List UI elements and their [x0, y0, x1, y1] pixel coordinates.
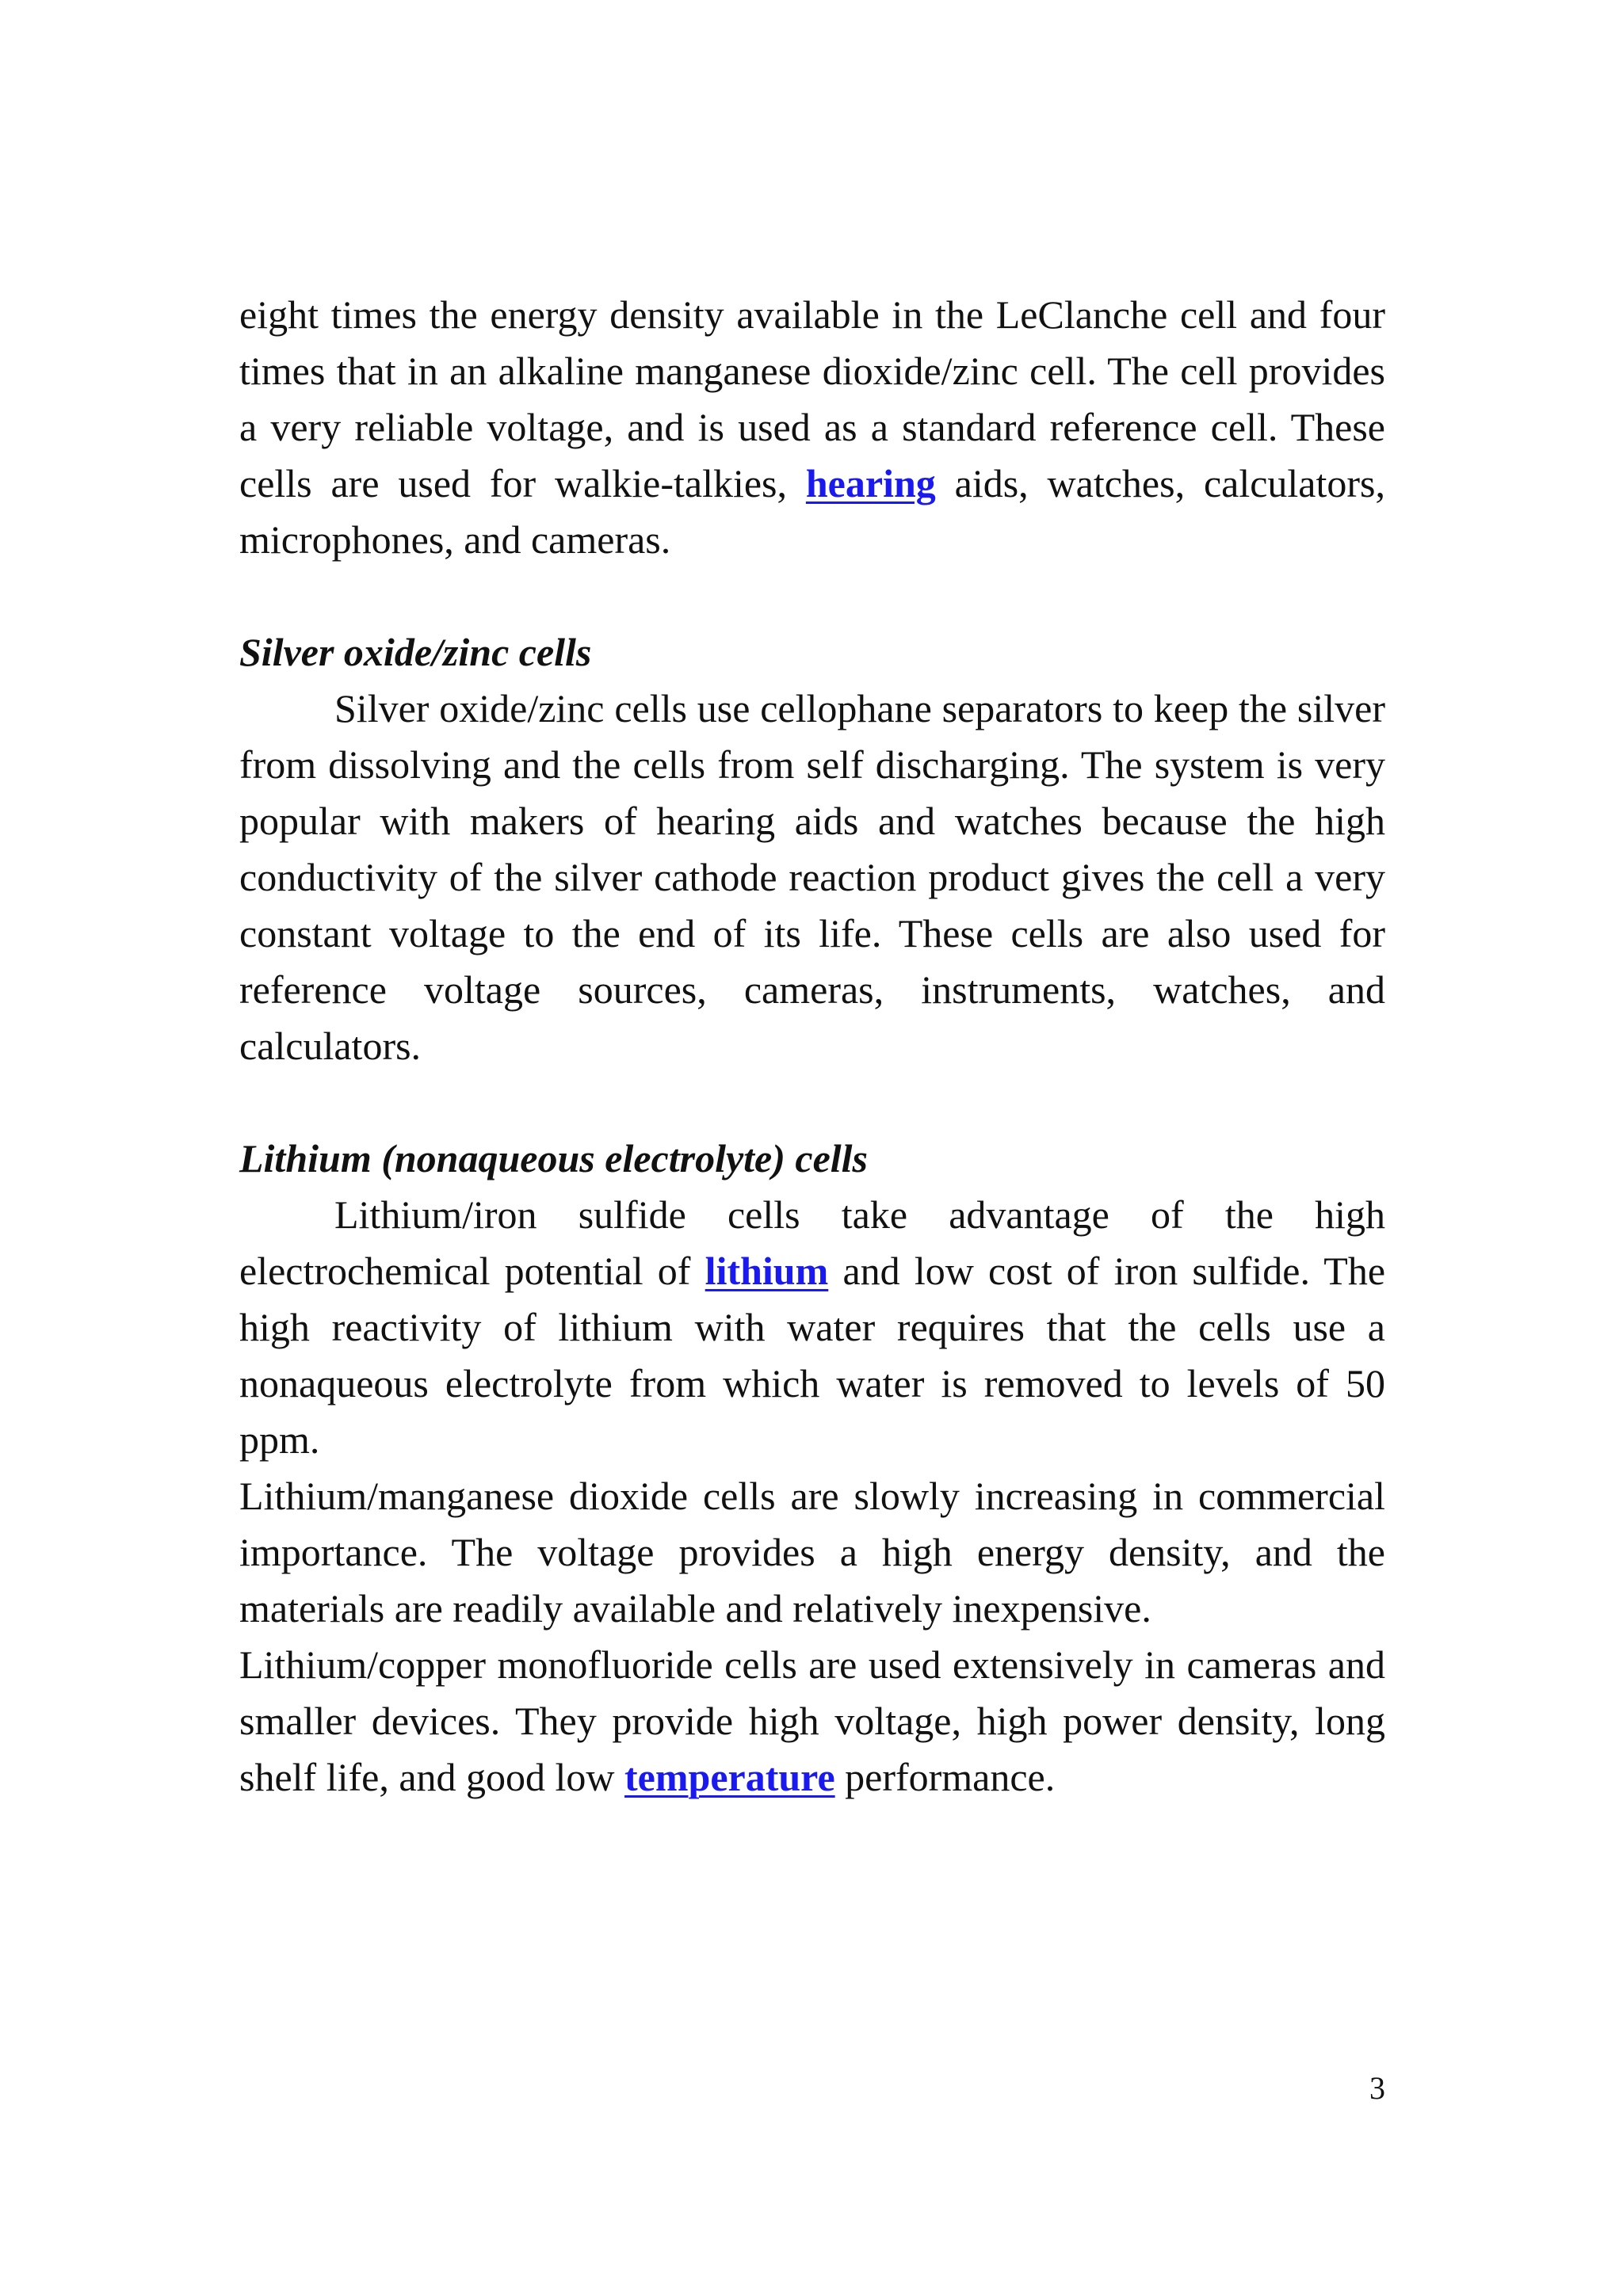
silver-oxide-heading: Silver oxide/zinc cells — [239, 630, 592, 674]
lithium-p3-text-start: Lithium/copper monofluoride cells are used extensively in cameras and smaller devices. They provide high voltage, high power density, long shelf life, and good low — [239, 1642, 1385, 1799]
lithium-heading: Lithium (nonaqueous electrolyte) cells — [239, 1136, 869, 1180]
paragraph-gap — [239, 568, 1385, 624]
silver-oxide-paragraph: Silver oxide/zinc cells use cellophane separators to keep the silver from dissolving and the cells from self discharging. The system is very popular with makers of hearing aids and watches because the high conductivity of the silver cathode reaction product gives the cell a very constant voltage to the end of its life. These cells are also used for reference voltage sources, cameras, instruments, watches, and calculators. — [239, 686, 1385, 1068]
lithium-p1-text-start: Lithium/iron sulfide cells take advantage of the high electrochemical potential of — [239, 1192, 1385, 1293]
intro-text-start: eight times the energy density available in the LeClanche cell and four times that in an alkaline manganese dioxide/zinc cell. The cell provides a very reliable voltage, and is used as a standard reference cell. These cells are used for walkie-talkies, — [239, 292, 1385, 505]
page-body — [239, 287, 1385, 1806]
lithium-iron-sulfide-paragraph — [239, 1187, 1385, 1468]
lithium-p3-text-end: performance. — [834, 1755, 1056, 1799]
hearing-link[interactable]: hearing — [805, 461, 936, 505]
temperature-link[interactable]: temperature — [624, 1755, 835, 1799]
lithium-link[interactable]: lithium — [705, 1249, 829, 1293]
lithium-copper-paragraph — [239, 1637, 1385, 1806]
paragraph-gap — [239, 1074, 1385, 1131]
intro-paragraph — [239, 287, 1385, 568]
page-number: 3 — [1369, 2070, 1385, 2106]
intro-text-end: aids, watches, calculators, microphones, and cameras. — [239, 461, 1385, 562]
lithium-p1-text-end: and low cost of iron sulfide. The high reactivity of lithium with water requires that the cells use a nonaqueous electrolyte from which water is removed to levels of 50 ppm. — [239, 1249, 1386, 1462]
lithium-manganese-paragraph: Lithium/manganese dioxide cells are slowly increasing in commercial importance. The voltage provides a high energy density, and the materials are readily available and relatively inexpensive. — [239, 1474, 1385, 1630]
